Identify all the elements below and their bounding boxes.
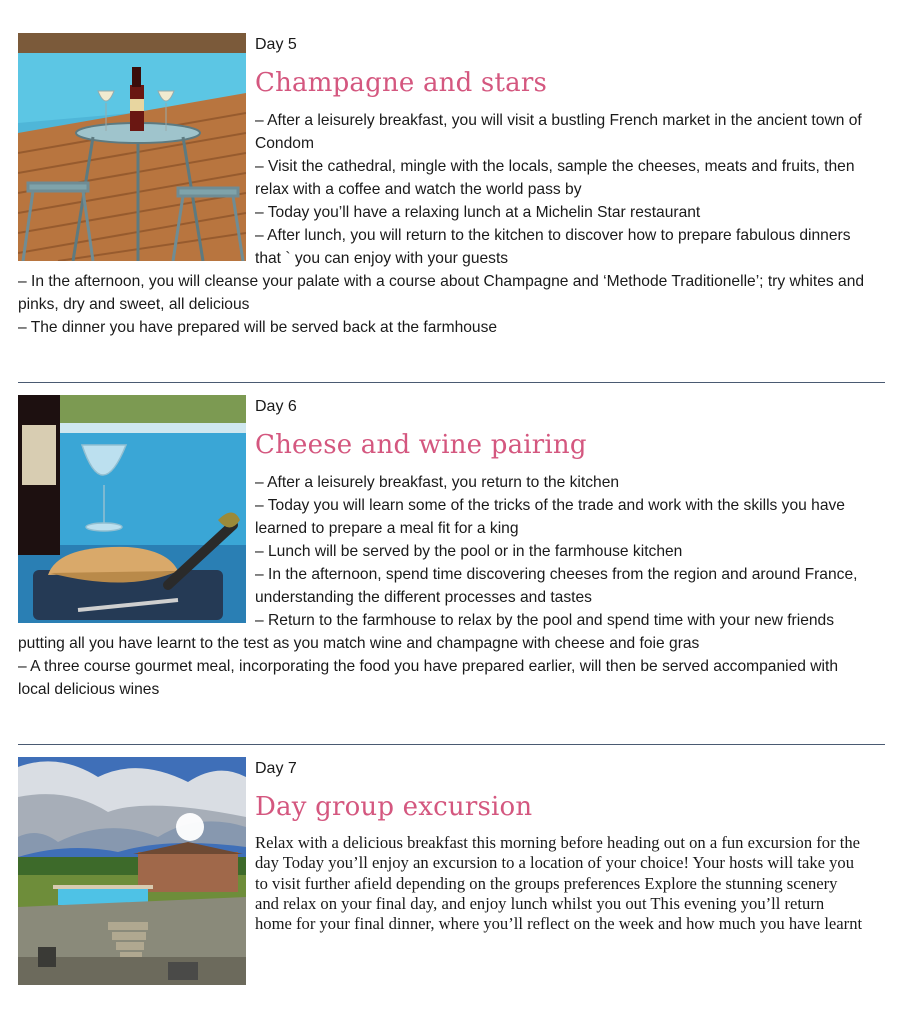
itinerary-line: – After lunch, you will return to the kitchen to discover how to prepare fabulous dinners that ` you can enjoy with your guests: [255, 227, 851, 267]
itinerary-line: – After a leisurely breakfast, you return to the kitchen: [255, 474, 620, 491]
day-label: Day 7: [255, 760, 297, 777]
itinerary-line: – Visit the cathedral, mingle with the locals, sample the cheeses, meats and fruits, then relax with a coffee and watch the world pass by: [255, 158, 855, 198]
itinerary-line: – Today you will learn some of the tricks of the trade and work with the skills you have learned to prepare a meal fit for a king: [255, 497, 845, 537]
itinerary-line: – A three course gourmet meal, incorporating the food you have prepared earlier, will then be served accompanied with local delicious wines: [18, 658, 839, 698]
day-5-section: [18, 33, 885, 353]
itinerary-line: – After a leisurely breakfast, you will visit a bustling French market in the ancient town of Condom: [255, 112, 862, 152]
day-6-section: [18, 395, 885, 715]
day-title: Cheese and wine pairing: [255, 430, 587, 460]
day-description: Relax with a delicious breakfast this morning before heading out on a fun excursion for the day Today you’ll enjoy an excursion to a location of your choice! Your hosts will take you to visit further afield depending on the groups preferences Explore the stunning scenery and relax on your final day, and enjoy lunch whilst you out This evening you’ll return home for your final dinner, where you’ll reflect on the week and how much you have learnt: [255, 833, 863, 934]
itinerary-line: – Lunch will be served by the pool or in the farmhouse kitchen: [255, 543, 683, 560]
day-title: Day group excursion: [255, 792, 533, 822]
itinerary-line: – Return to the farmhouse to relax by the pool and spend time with your new friends putting all you have learnt to the test as you match wine and champagne with cheese and foie gras: [18, 612, 835, 652]
farmhouse-landscape-photo: [18, 757, 246, 985]
itinerary-line: – In the afternoon, spend time discovering cheeses from the region and around France, understanding the different processes and tastes: [255, 566, 858, 606]
day-7-section: [18, 757, 885, 997]
day-description: [18, 109, 868, 339]
day-label: Day 6: [255, 398, 297, 415]
itinerary-line: – In the afternoon, you will cleanse your palate with a course about Champagne and ‘Methode Traditionelle’; try whites and pinks, dry and sweet, all delicious: [18, 273, 865, 313]
day-title: Champagne and stars: [255, 68, 547, 98]
itinerary-line: – The dinner you have prepared will be served back at the farmhouse: [18, 319, 498, 336]
section-divider: [18, 744, 885, 745]
section-divider: [18, 382, 885, 383]
day-label: Day 5: [255, 36, 297, 53]
day-description: [18, 471, 868, 701]
itinerary-line: – Today you’ll have a relaxing lunch at a Michelin Star restaurant: [255, 204, 701, 221]
